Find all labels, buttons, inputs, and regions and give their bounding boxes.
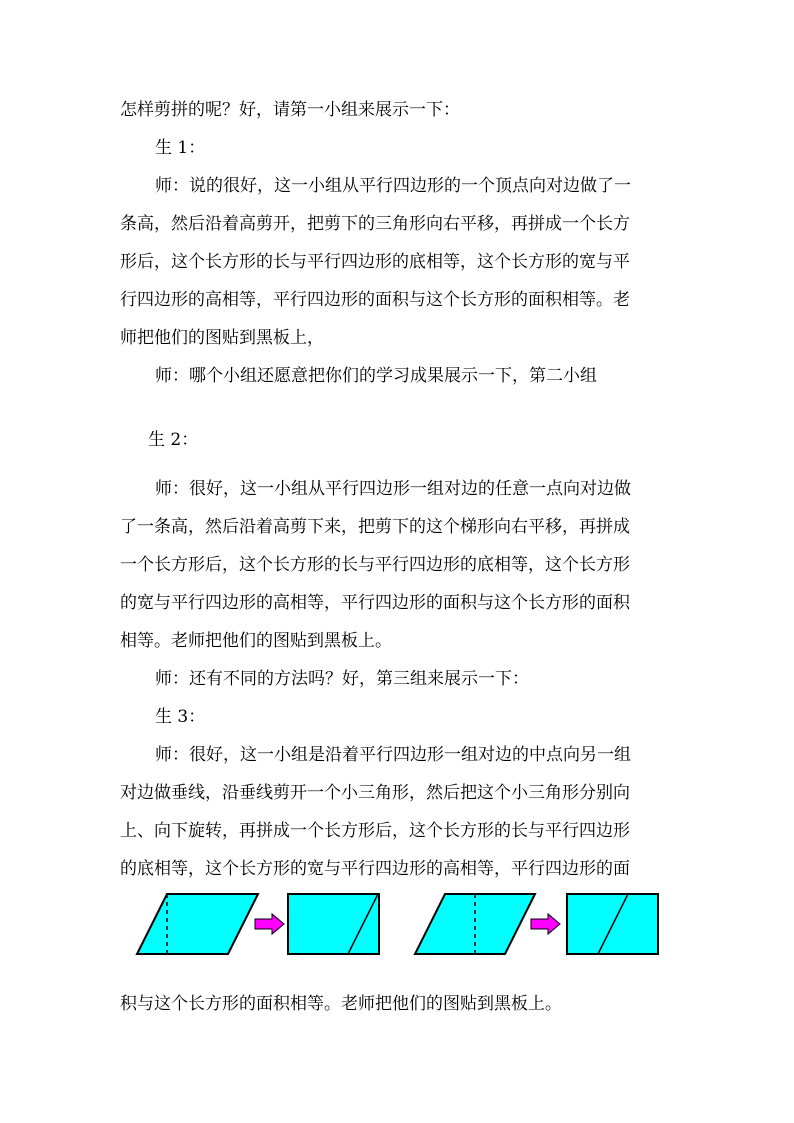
paragraph-1: 怎样剪拼的呢？好，请第一小组来展示一下：: [120, 100, 460, 120]
arrow-right-icon-1: [255, 914, 284, 934]
paragraph-teacher-5-line-4: 的底相等，这个长方形的宽与平行四边形的高相等，平行四边形的面: [120, 859, 630, 879]
paragraph-teacher-3-line-4: 的宽与平行四边形的高相等，平行四边形的面积与这个长方形的面积: [120, 593, 630, 613]
paragraph-teacher-4: 师：还有不同的方法吗？好，第三组来展示一下：: [155, 669, 529, 689]
speaker-student-1: 生 1：: [155, 138, 206, 158]
paragraph-teacher-1-line-2: 条高，然后沿着高剪开，把剪下的三角形向右平移，再拼成一个长方: [120, 214, 630, 234]
paragraph-teacher-5-line-3: 上、向下旋转，再拼成一个长方形后，这个长方形的长与平行四边形: [120, 821, 630, 841]
paragraph-teacher-3-line-5: 相等。老师把他们的图贴到黑板上。: [120, 631, 392, 651]
paragraph-teacher-1-line-3: 形后，这个长方形的长与平行四边形的底相等，这个长方形的宽与平: [120, 252, 630, 272]
speaker-student-3: 生 3：: [155, 707, 206, 727]
parallelogram-cut-diagram: [130, 885, 670, 965]
paragraph-teacher-5-line-2: 对边做垂线，沿垂线剪开一个小三角形，然后把这个小三角形分别向: [120, 783, 630, 803]
speaker-student-2: 生 2：: [148, 430, 199, 450]
paragraph-teacher-1-line-1: 师：说的很好，这一小组从平行四边形的一个顶点向对边做了一: [155, 176, 631, 196]
parallelogram-1: [137, 894, 258, 954]
paragraph-teacher-1-line-5: 师把他们的图贴到黑板上，: [120, 328, 324, 348]
paragraph-teacher-3-line-1: 师：很好，这一小组从平行四边形一组对边的任意一点向对边做: [155, 479, 631, 499]
rectangle-1: [288, 894, 379, 954]
paragraph-teacher-5-line-1: 师：很好，这一小组是沿着平行四边形一组对边的中点向另一组: [155, 745, 631, 765]
paragraph-teacher-1-line-4: 行四边形的高相等，平行四边形的面积与这个长方形的面积相等。老: [120, 290, 630, 310]
paragraph-teacher-3-line-3: 一个长方形后，这个长方形的长与平行四边形的底相等，这个长方形: [120, 555, 630, 575]
paragraph-teacher-2: 师：哪个小组还愿意把你们的学习成果展示一下，第二小组: [155, 366, 597, 386]
paragraph-teacher-3-line-2: 了一条高，然后沿着高剪下来，把剪下的这个梯形向右平移，再拼成: [120, 517, 630, 537]
paragraph-teacher-5-line-5: 积与这个长方形的面积相等。老师把他们的图贴到黑板上。: [120, 994, 562, 1014]
arrow-right-icon-2: [531, 914, 560, 934]
